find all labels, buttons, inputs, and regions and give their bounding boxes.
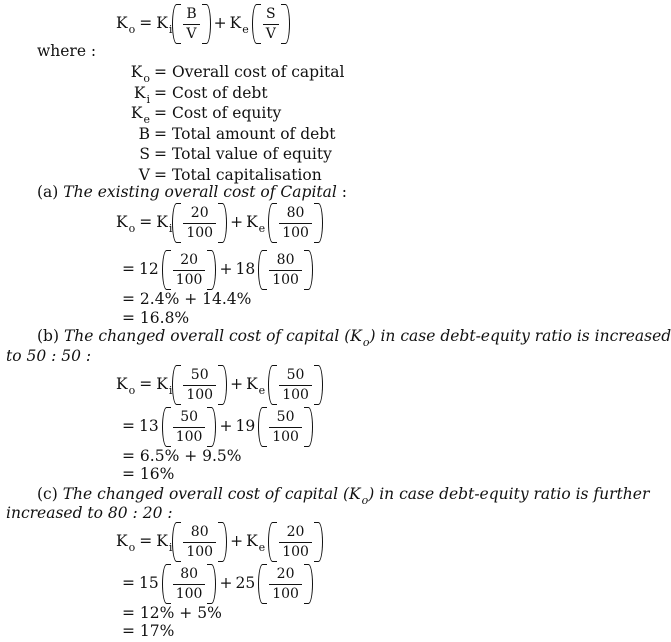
- part-b-line3: = 6.5% + 9.5%: [122, 447, 242, 465]
- main-formula: $K_o$ = $K_i$ $\frac{B}{V}$ + $K_e$ $\frac{S}{V}$: [116, 4, 290, 44]
- left-paren-icon: [258, 250, 267, 290]
- right-paren-icon: [281, 4, 290, 44]
- left-paren-icon: [172, 203, 181, 243]
- part-c-heading-cont: increased to 80 : 20 :: [6, 504, 173, 522]
- right-paren-icon: [314, 203, 323, 243]
- right-paren-icon: [304, 250, 313, 290]
- right-paren-icon: [314, 522, 323, 562]
- right-paren-icon: [202, 4, 211, 44]
- part-b-formula: $K_o$ = $K_i$ $\frac{50}{100}$ + $K_e$ $\frac{50}{100}$: [116, 365, 323, 405]
- definition-row: $K_i$ = Cost of debt: [133, 83, 268, 106]
- right-paren-icon: [218, 522, 227, 562]
- part-a-line3: = 2.4% + 14.4%: [122, 290, 252, 308]
- left-paren-icon: [172, 4, 181, 44]
- fraction: $\frac{80}{100}$: [277, 206, 314, 240]
- right-paren-icon: [218, 365, 227, 405]
- right-paren-icon: [207, 407, 216, 447]
- right-paren-icon: [304, 564, 313, 604]
- right-paren-icon: [207, 564, 216, 604]
- part-a-formula: $K_o$ = $K_i$ $\frac{20}{100}$ + $K_e$ $\frac{80}{100}$: [116, 203, 323, 243]
- part-c-line3: = 12% + 5%: [122, 604, 222, 622]
- left-paren-icon: [258, 564, 267, 604]
- right-paren-icon: [207, 250, 216, 290]
- part-c-formula: $K_o$ = $K_i$ $\frac{80}{100}$ + $K_e$ $\frac{20}{100}$: [116, 522, 323, 562]
- part-b-substitution: = 13 $\frac{50}{100}$ + 19 $\frac{50}{100}$: [122, 407, 313, 447]
- left-paren-icon: [172, 365, 181, 405]
- definition-row: V = Total capitalisation: [138, 165, 322, 184]
- part-c-result: = 17%: [122, 622, 175, 640]
- fraction-b-over-v: $\frac{B}{V}$: [181, 7, 201, 41]
- where-label: where :: [37, 42, 97, 60]
- definition-row: $K_e$ = Cost of equity: [130, 104, 282, 127]
- part-b-heading-cont: to 50 : 50 :: [6, 347, 92, 365]
- definition-row: $K_o$ = Overall cost of capital: [130, 63, 345, 86]
- ke-symbol: $K_e$: [229, 14, 249, 37]
- ko-symbol: $K_o$: [116, 14, 136, 37]
- definition-row: S = Total value of equity: [139, 145, 332, 164]
- part-c-heading: (c) The changed overall cost of capital $(K_o)$ in case debt-equity ratio is further: [37, 485, 650, 507]
- right-paren-icon: [218, 203, 227, 243]
- left-paren-icon: [268, 365, 277, 405]
- left-paren-icon: [162, 407, 171, 447]
- part-b-heading: (b) The changed overall cost of capital $(K_o)$ in case debt-equity ratio is increased: [37, 327, 671, 349]
- definitions-list: [116, 62, 344, 185]
- left-paren-icon: [268, 203, 277, 243]
- right-paren-icon: [314, 365, 323, 405]
- left-paren-icon: [172, 522, 181, 562]
- left-paren-icon: [268, 522, 277, 562]
- part-a-result: = 16.8%: [122, 309, 190, 327]
- left-paren-icon: [258, 407, 267, 447]
- definition-row: B = Total amount of debt: [138, 124, 336, 143]
- left-paren-icon: [252, 4, 261, 44]
- fraction: $\frac{20}{100}$: [181, 206, 218, 240]
- ki-symbol: $K_i$: [156, 14, 173, 37]
- part-a-heading: (a) The existing overall cost of Capital :: [37, 183, 347, 201]
- fraction-s-over-v: $\frac{S}{V}$: [261, 7, 281, 41]
- part-c-substitution: = 15 $\frac{80}{100}$ + 25 $\frac{20}{100}$: [122, 564, 313, 604]
- part-b-result: = 16%: [122, 465, 175, 483]
- right-paren-icon: [304, 407, 313, 447]
- left-paren-icon: [162, 564, 171, 604]
- left-paren-icon: [162, 250, 171, 290]
- part-a-substitution: = 12 $\frac{20}{100}$ + 18 $\frac{80}{100}$: [122, 250, 313, 290]
